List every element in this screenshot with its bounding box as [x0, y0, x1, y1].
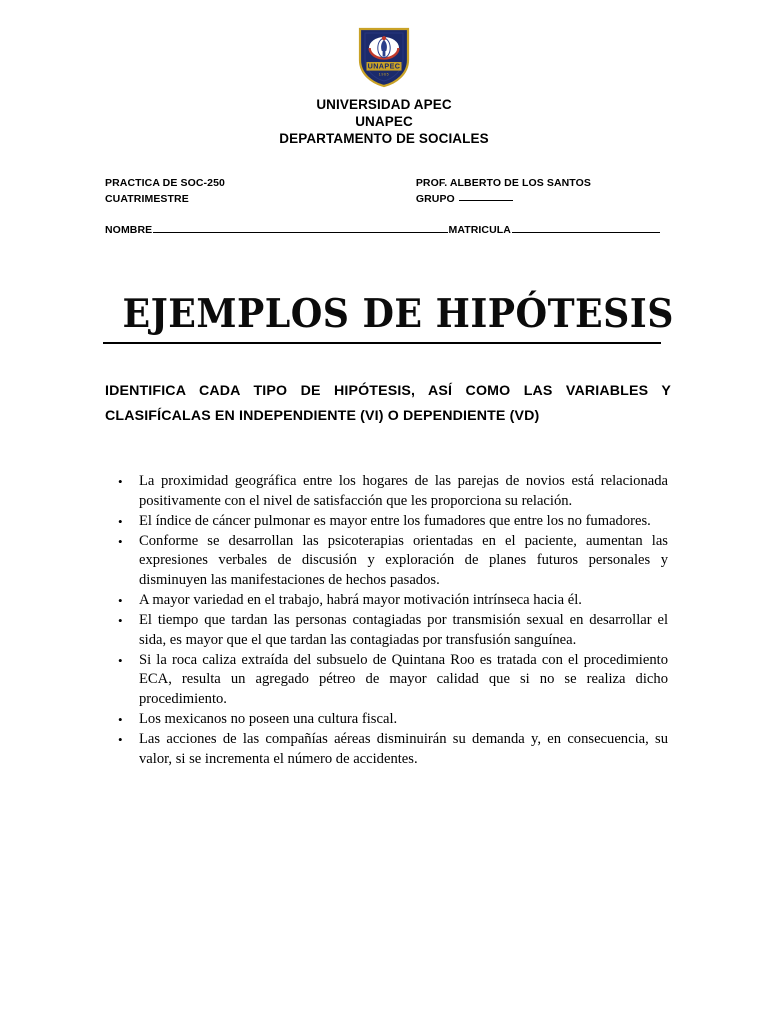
- meta-row-secondary: [105, 191, 660, 207]
- list-item-text: El tiempo que tardan las personas contagiadas por transmisión sexual en desarrollar el sida, es mayor que el que tardan las contagiadas por transfusión sanguínea.: [139, 612, 668, 648]
- unapec-shield-logo: [356, 26, 412, 88]
- list-item-text-before: Si la roca caliza extraída del subsuelo de Quintana Roo es tratada con el procedimiento: [139, 651, 668, 668]
- bullet-icon: •: [118, 613, 123, 629]
- list-item: [112, 591, 668, 611]
- document-masthead: [0, 26, 768, 147]
- bullet-icon: •: [118, 513, 123, 529]
- name-input-blank[interactable]: [153, 222, 448, 233]
- list-item: [112, 611, 668, 650]
- course-meta-block: [105, 176, 660, 206]
- term-label: CUATRIMESTRE: [105, 192, 189, 205]
- practice-label: PRACTICA DE SOC-250: [105, 177, 225, 189]
- bullet-icon: •: [118, 712, 123, 728]
- organization-heading: [0, 96, 768, 147]
- list-item-text: Los mexicanos no poseen una cultura fiscal.: [139, 711, 398, 728]
- id-label: MATRICULA: [448, 224, 511, 236]
- meta-row-primary: [105, 176, 660, 191]
- list-item-text: La proximidad geográfica entre los hogares de las parejas de novios está relacionada positivamente con el nivel de satisfacción que les proporciona su relación.: [139, 473, 668, 509]
- list-item: [112, 710, 668, 730]
- hypothesis-list: [112, 472, 668, 770]
- page-title: EJEMPLOS DE HIPÓTESIS: [122, 291, 674, 337]
- bullet-icon: •: [118, 593, 123, 609]
- svg-text:UNAPEC: UNAPEC: [367, 61, 401, 71]
- list-item-text: Las acciones de las compañías aéreas disminuirán su demanda y, en consecuencia, su valor, si se incrementa el número de accidentes.: [139, 731, 668, 767]
- group-label: GRUPO: [415, 192, 455, 205]
- bullet-icon: •: [118, 474, 123, 489]
- instruction-text: IDENTIFICA CADA TIPO DE HIPÓTESIS, ASÍ COMO LAS VARIABLES Y CLASIFÍCALAS EN INDEPENDIENTE (VI) O DEPENDIENTE (VD): [105, 383, 671, 424]
- title-divider: [103, 342, 661, 344]
- list-item-text: A mayor variedad en el trabajo, habrá mayor motivación intrínseca hacia él.: [139, 592, 582, 609]
- list-item: [112, 472, 668, 511]
- list-item: [112, 651, 668, 710]
- bullet-icon: •: [118, 533, 123, 549]
- org-line-unapec: UNAPEC: [355, 114, 413, 129]
- list-item-text: El índice de cáncer pulmonar es mayor entre los fumadores que entre los no fumadores.: [139, 512, 651, 529]
- list-item-acronym: ECA: [139, 671, 169, 688]
- group-input-blank[interactable]: [459, 191, 513, 201]
- bullet-icon: •: [118, 652, 123, 668]
- org-line-department: DEPARTAMENTO DE SOCIALES: [279, 131, 489, 146]
- title-block: [103, 291, 674, 344]
- svg-text:1965: 1965: [378, 72, 390, 77]
- id-input-blank[interactable]: [512, 222, 660, 233]
- professor-label: PROF. ALBERTO DE LOS SANTOS: [415, 177, 592, 189]
- group-field: [416, 191, 660, 207]
- list-item: [112, 512, 668, 532]
- org-line-university: UNIVERSIDAD APEC: [316, 97, 452, 112]
- name-and-id-row: [105, 222, 660, 236]
- bullet-icon: •: [118, 732, 123, 748]
- list-item: [112, 730, 668, 769]
- name-label: NOMBRE: [105, 224, 153, 236]
- list-item: [112, 532, 668, 591]
- list-item-text-after: , resulta un agregado pétreo de mayor calidad que si no se realiza dicho procedimiento.: [139, 671, 668, 708]
- list-item-text: Conforme se desarrollan las psicoterapias orientadas en el paciente, aumentan las expresiones verbales de discusión y exploración de planes futuros personales y disminuyen las manifestaciones de hechos pasados.: [139, 532, 668, 588]
